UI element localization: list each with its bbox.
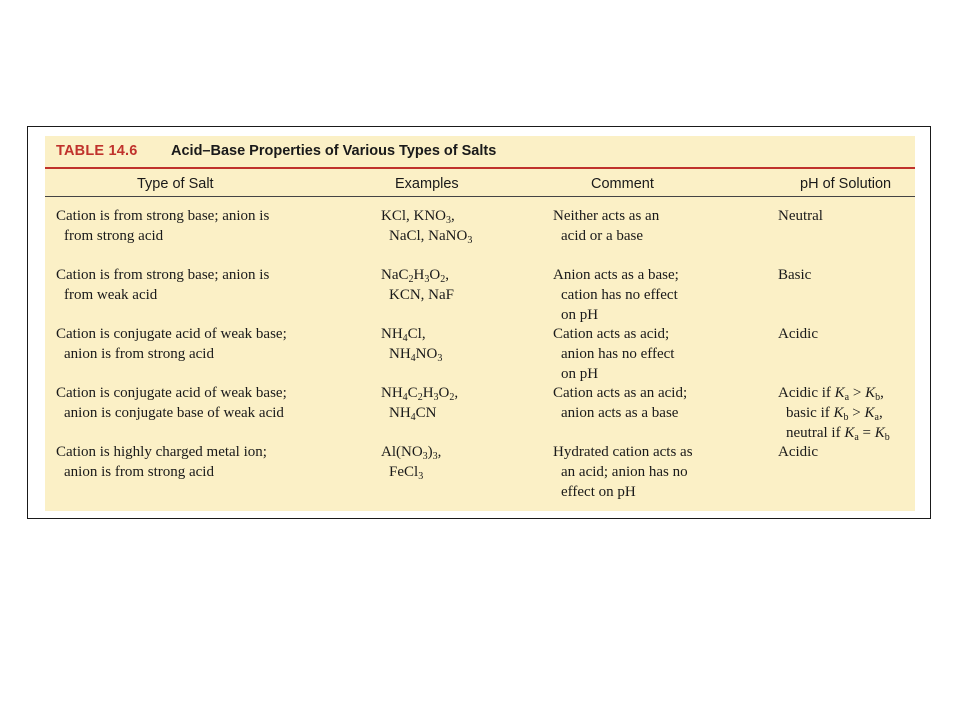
cell-comment: [553, 265, 679, 325]
comment-line: acid or a base: [561, 228, 644, 244]
cell-ph: [778, 383, 890, 443]
cell-comment: [553, 206, 659, 246]
examples-line: $NaC_2H_3O_2$,: [381, 267, 449, 285]
table-title: Acid–Base Properties of Various Types of Salts: [171, 143, 497, 159]
type-line: Cation is from strong base; anion is: [56, 208, 270, 224]
header-divider: [45, 196, 915, 197]
header-examples: Examples: [395, 176, 459, 192]
examples-line: FeCl$_3$: [389, 464, 424, 482]
type-line: Cation is highly charged metal ion;: [56, 444, 267, 460]
comment-line: Cation acts as an acid;: [553, 385, 688, 401]
examples-line: NaCl, NaNO$_3$: [389, 228, 473, 246]
type-line: anion is from strong acid: [64, 464, 214, 480]
cell-ph: [778, 442, 818, 462]
type-line: Cation is conjugate acid of weak base;: [56, 385, 287, 401]
cell-comment: [553, 324, 674, 384]
comment-line: anion acts as a base: [561, 405, 679, 421]
ph-line: basic if $K_b > K_a$,: [786, 405, 883, 423]
type-line: anion is conjugate base of weak acid: [64, 405, 284, 421]
header-type-of-salt: Type of Salt: [137, 176, 214, 192]
cell-ph: [778, 265, 811, 285]
examples-line: $Al(NO_3)_3$,: [381, 444, 442, 462]
cell-comment: [553, 442, 693, 502]
comment-line: effect on pH: [561, 484, 636, 500]
comment-line: Cation acts as acid;: [553, 326, 670, 342]
cell-examples: [381, 206, 472, 246]
comment-line: anion has no effect: [561, 346, 675, 362]
examples-line: $NH_4C_2H_3O_2$,: [381, 385, 459, 403]
type-line: Cation is conjugate acid of weak base;: [56, 326, 287, 342]
cell-comment: [553, 383, 687, 423]
ph-line: Neutral: [778, 208, 823, 224]
type-line: from weak acid: [64, 287, 158, 303]
comment-line: on pH: [561, 307, 599, 323]
type-line: from strong acid: [64, 228, 164, 244]
table-title-row: [45, 136, 915, 166]
comment-line: Neither acts as an: [553, 208, 660, 224]
comment-line: Hydrated cation acts as: [553, 444, 693, 460]
cell-ph: [778, 206, 823, 226]
cell-type-of-salt: [56, 324, 287, 364]
title-divider: [45, 167, 915, 169]
examples-line: KCl, $KNO_3$,: [381, 208, 455, 226]
cell-examples: [381, 383, 458, 423]
type-line: anion is from strong acid: [64, 346, 214, 362]
comment-line: Anion acts as a base;: [553, 267, 679, 283]
cell-type-of-salt: [56, 206, 269, 246]
type-line: Cation is from strong base; anion is: [56, 267, 270, 283]
examples-line: KCN, NaF: [389, 287, 455, 303]
cell-type-of-salt: [56, 265, 269, 305]
cell-type-of-salt: [56, 383, 287, 423]
examples-line: $NH_4NO_3$: [389, 346, 443, 364]
ph-line: neutral if $K_a = K_b$: [786, 425, 890, 443]
examples-line: $NH_4CN$: [389, 405, 437, 423]
cell-ph: [778, 324, 818, 344]
ph-line: Acidic: [778, 444, 818, 460]
examples-line: $NH_4Cl$,: [381, 326, 426, 344]
cell-examples: [381, 265, 454, 305]
cell-examples: [381, 324, 442, 364]
ph-line: Acidic: [778, 326, 818, 342]
comment-line: on pH: [561, 366, 599, 382]
table-frame: [27, 126, 931, 519]
comment-line: cation has no effect: [561, 287, 678, 303]
ph-line: Basic: [778, 267, 812, 283]
table-label: TABLE 14.6: [56, 143, 138, 159]
header-ph-of-solution: pH of Solution: [800, 176, 892, 192]
comment-line: an acid; anion has no: [561, 464, 688, 480]
cell-examples: [381, 442, 441, 482]
header-comment: Comment: [591, 176, 654, 192]
cell-type-of-salt: [56, 442, 267, 482]
table-panel: [45, 136, 915, 511]
ph-line: Acidic if $K_a > K_b$,: [778, 385, 884, 403]
